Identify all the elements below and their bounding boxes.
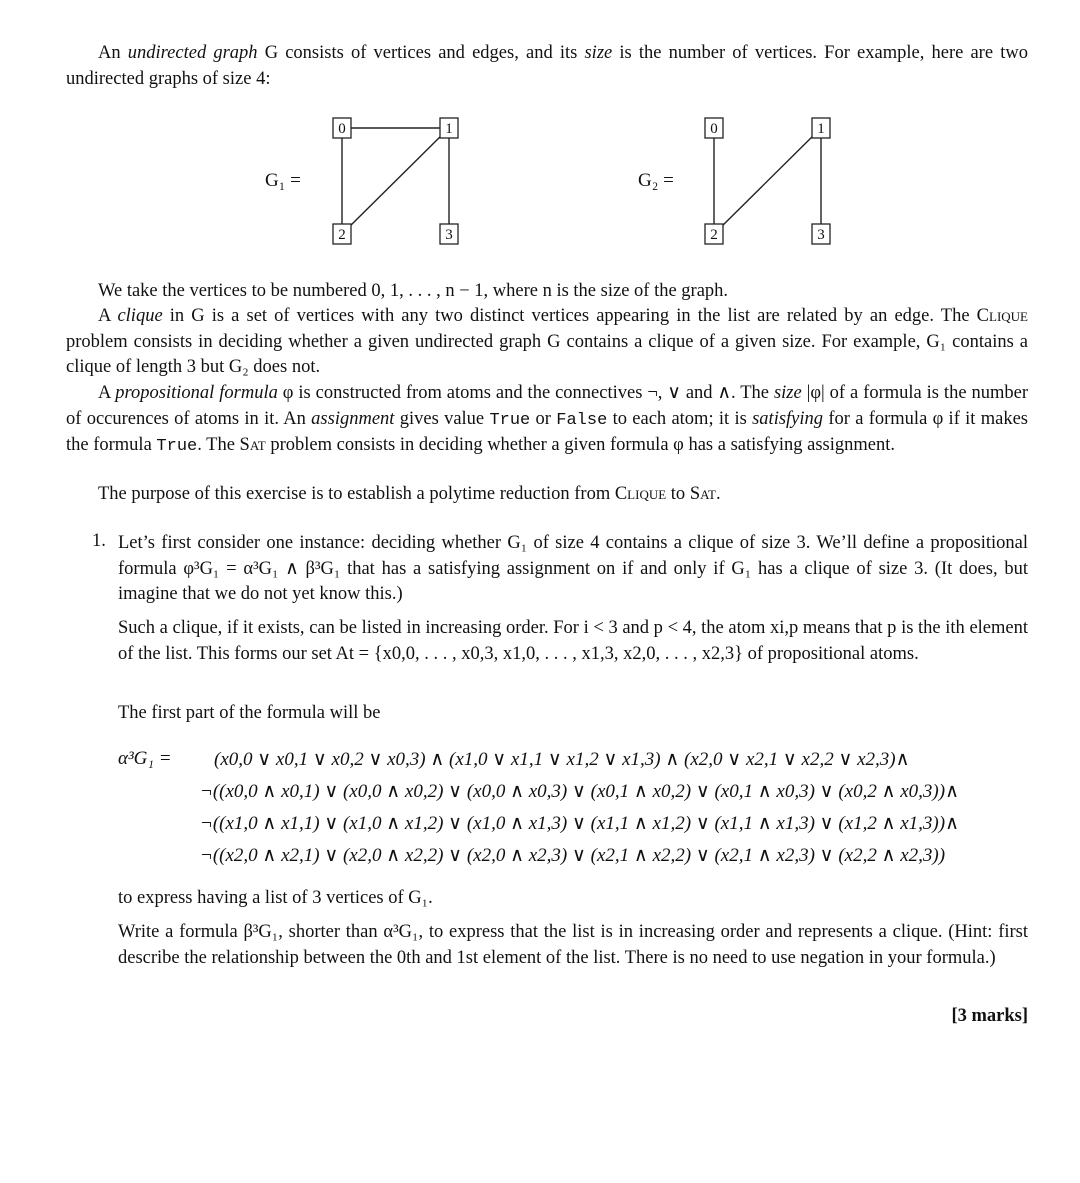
question-intro: Let’s first consider one instance: deciding whether G₁ of size 4 contains a clique of size 3. We’ll define a propositional formula φ³G₁ = α³G₁ ∧ β³G₁ that has a satisfying assignment on if and only if G₁ has a clique of size 3. (It does, but imagine that we do not yet know this.): [118, 533, 1028, 604]
alpha-formula-lhs: α³G₁ =: [118, 748, 172, 769]
graph-g2-label: G₂ =: [638, 170, 674, 191]
purpose-paragraph: The purpose of this exercise is to establish a polytime reduction from Clique to Sat.: [98, 484, 721, 504]
intro-paragraph: An undirected graph G consists of vertices and edges, and its size is the number of vertices. For example, here are two undirected graphs of size 4:: [66, 43, 1028, 89]
node-label-1: 1: [445, 121, 453, 137]
question-number: 1.: [92, 531, 106, 551]
beta-task-paragraph: Write a formula β³G₁, shorter than α³G₁, to express that the list is in increasing order and represents a clique. (Hint: first describe the relationship between the 0th and 1st element of the list. There is no need to use negation in your formula.): [118, 922, 1028, 968]
vertex-numbering-paragraph: We take the vertices to be numbered 0, 1, . . . , n − 1, where n is the size of the graph.: [98, 281, 729, 301]
node-label-2: 2: [710, 227, 718, 243]
clique-definition-paragraph: A clique in G is a set of vertices with any two distinct vertices appearing in the list are related by an edge. The Clique problem consists in deciding whether a given undirected graph G contains a clique of a given size. For example, G₁ contains a clique of length 3 but G₂ does not.: [66, 306, 1028, 377]
alpha-formula-line-2: ¬((x0,0 ∧ x0,1) ∨ (x0,0 ∧ x0,2) ∨ (x0,0 ∧ x0,3) ∨ (x0,1 ∧ x0,2) ∨ (x0,1 ∧ x0,3) ∨ (x0,2 ∧ x0,3))∧: [200, 781, 959, 802]
marks-label: [3 marks]: [951, 1006, 1028, 1026]
graph-g2: [702, 117, 832, 247]
node-label-1: 1: [817, 121, 825, 137]
list-expression-paragraph: to express having a list of 3 vertices of G₁.: [118, 888, 433, 908]
edge-1-2: [714, 128, 821, 234]
alpha-formula-line-4: ¬((x2,0 ∧ x2,1) ∨ (x2,0 ∧ x2,2) ∨ (x2,0 ∧ x2,3) ∨ (x2,1 ∧ x2,2) ∨ (x2,1 ∧ x2,3) ∨ (x2,2 ∧ x2,3)): [200, 845, 946, 866]
node-label-0: 0: [338, 121, 346, 137]
edge-1-2: [342, 128, 449, 234]
node-label-3: 3: [817, 227, 825, 243]
first-part-label: The first part of the formula will be: [118, 703, 381, 723]
clique-listing-paragraph: Such a clique, if it exists, can be listed in increasing order. For i < 3 and p < 4, the atom xi,p means that p is the ith element of the list. This forms our set At = {x0,0, . . . , x0,3, x1,0, . . . , x1,3, x2,0, . . . , x2,3} of propositional atoms.: [118, 618, 1028, 664]
alpha-formula-line-1: (x0,0 ∨ x0,1 ∨ x0,2 ∨ x0,3) ∧ (x1,0 ∨ x1,1 ∨ x1,2 ∨ x1,3) ∧ (x2,0 ∨ x2,1 ∨ x2,2 ∨ x2,3)∧: [214, 749, 910, 770]
node-label-0: 0: [710, 121, 718, 137]
graph-g1-label: G₁ =: [265, 170, 301, 191]
sat-definition-paragraph: A propositional formula φ is constructed from atoms and the connectives ¬, ∨ and ∧. The size |φ| of a formula is the number of occurences of atoms in it. An assignment gives value True or False to each atom; it is satisfying for a formula φ if it makes the formula True. The Sat problem consists in deciding whether a given formula φ has a satisfying assignment.: [66, 383, 1028, 456]
node-label-3: 3: [445, 227, 453, 243]
node-label-2: 2: [338, 227, 346, 243]
graph-g1: [330, 117, 460, 247]
alpha-formula-line-3: ¬((x1,0 ∧ x1,1) ∨ (x1,0 ∧ x1,2) ∨ (x1,0 ∧ x1,3) ∨ (x1,1 ∧ x1,2) ∨ (x1,1 ∧ x1,3) ∨ (x1,2 ∧ x1,3))∧: [200, 813, 959, 834]
